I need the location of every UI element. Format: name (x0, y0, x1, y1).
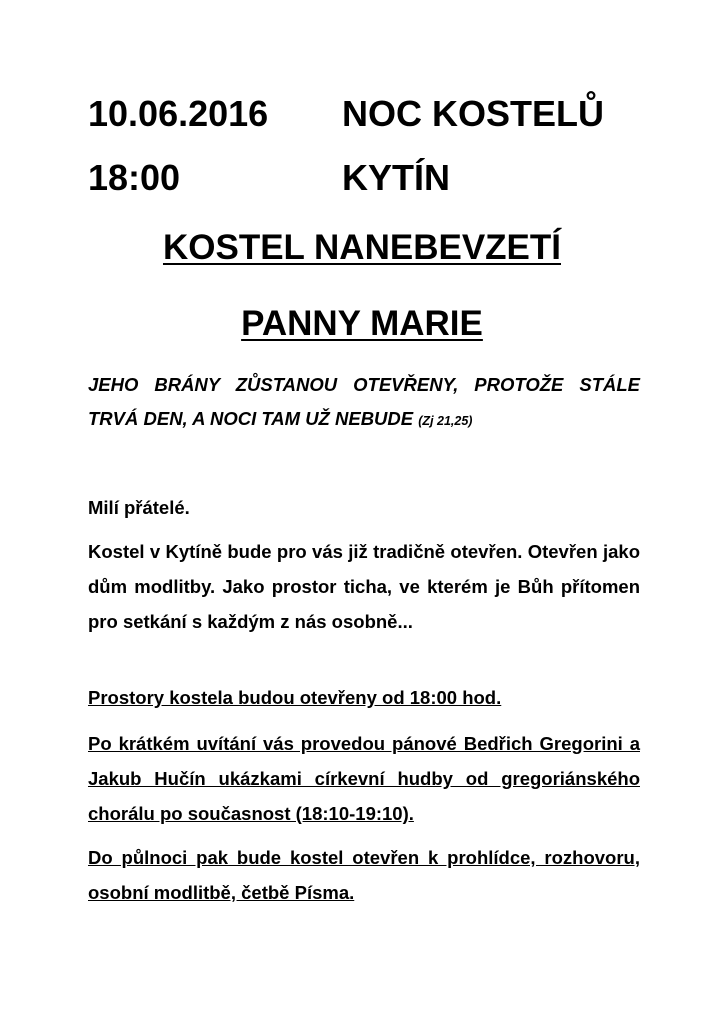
event-time: 18:00 (88, 157, 181, 198)
greeting: Milí přátelé. (88, 497, 190, 518)
paragraph-intro: Kostel v Kytíně bude pro vás již tradičně otevřen. Otevřen jako dům modlitby. Jako prostor ticha, ve kterém je Bůh přítomen pro setkání s každým z nás osobně... (88, 541, 640, 632)
event-name: NOC KOSTELŮ (342, 93, 605, 134)
paragraph-midnight: Do půlnoci pak bude kostel otevřen k prohlídce, rozhovoru, osobní modlitbě, četbě Písma. (88, 847, 640, 903)
event-date: 10.06.2016 (88, 93, 269, 134)
title-line-2: PANNY MARIE (241, 304, 483, 343)
event-place: KYTÍN (342, 157, 450, 198)
paragraph-opening-time: Prostory kostela budou otevřeny od 18:00 hod. (88, 687, 502, 708)
bible-quote (88, 368, 640, 438)
title-line-1: KOSTEL NANEBEVZETÍ (162, 228, 561, 267)
quote-reference: (Zj 21,25) (418, 414, 473, 428)
quote-text: JEHO BRÁNY ZŮSTANOU OTEVŘENY, PROTOŽE STÁLE TRVÁ DEN, A NOCI TAM UŽ NEBUDE (88, 374, 640, 429)
paragraph-music: Po krátkém uvítání vás provedou pánové Bedřich Gregorini a Jakub Hučín ukázkami církevní hudby od gregoriánského chorálu po současnost (18:10-19:10). (88, 733, 640, 824)
